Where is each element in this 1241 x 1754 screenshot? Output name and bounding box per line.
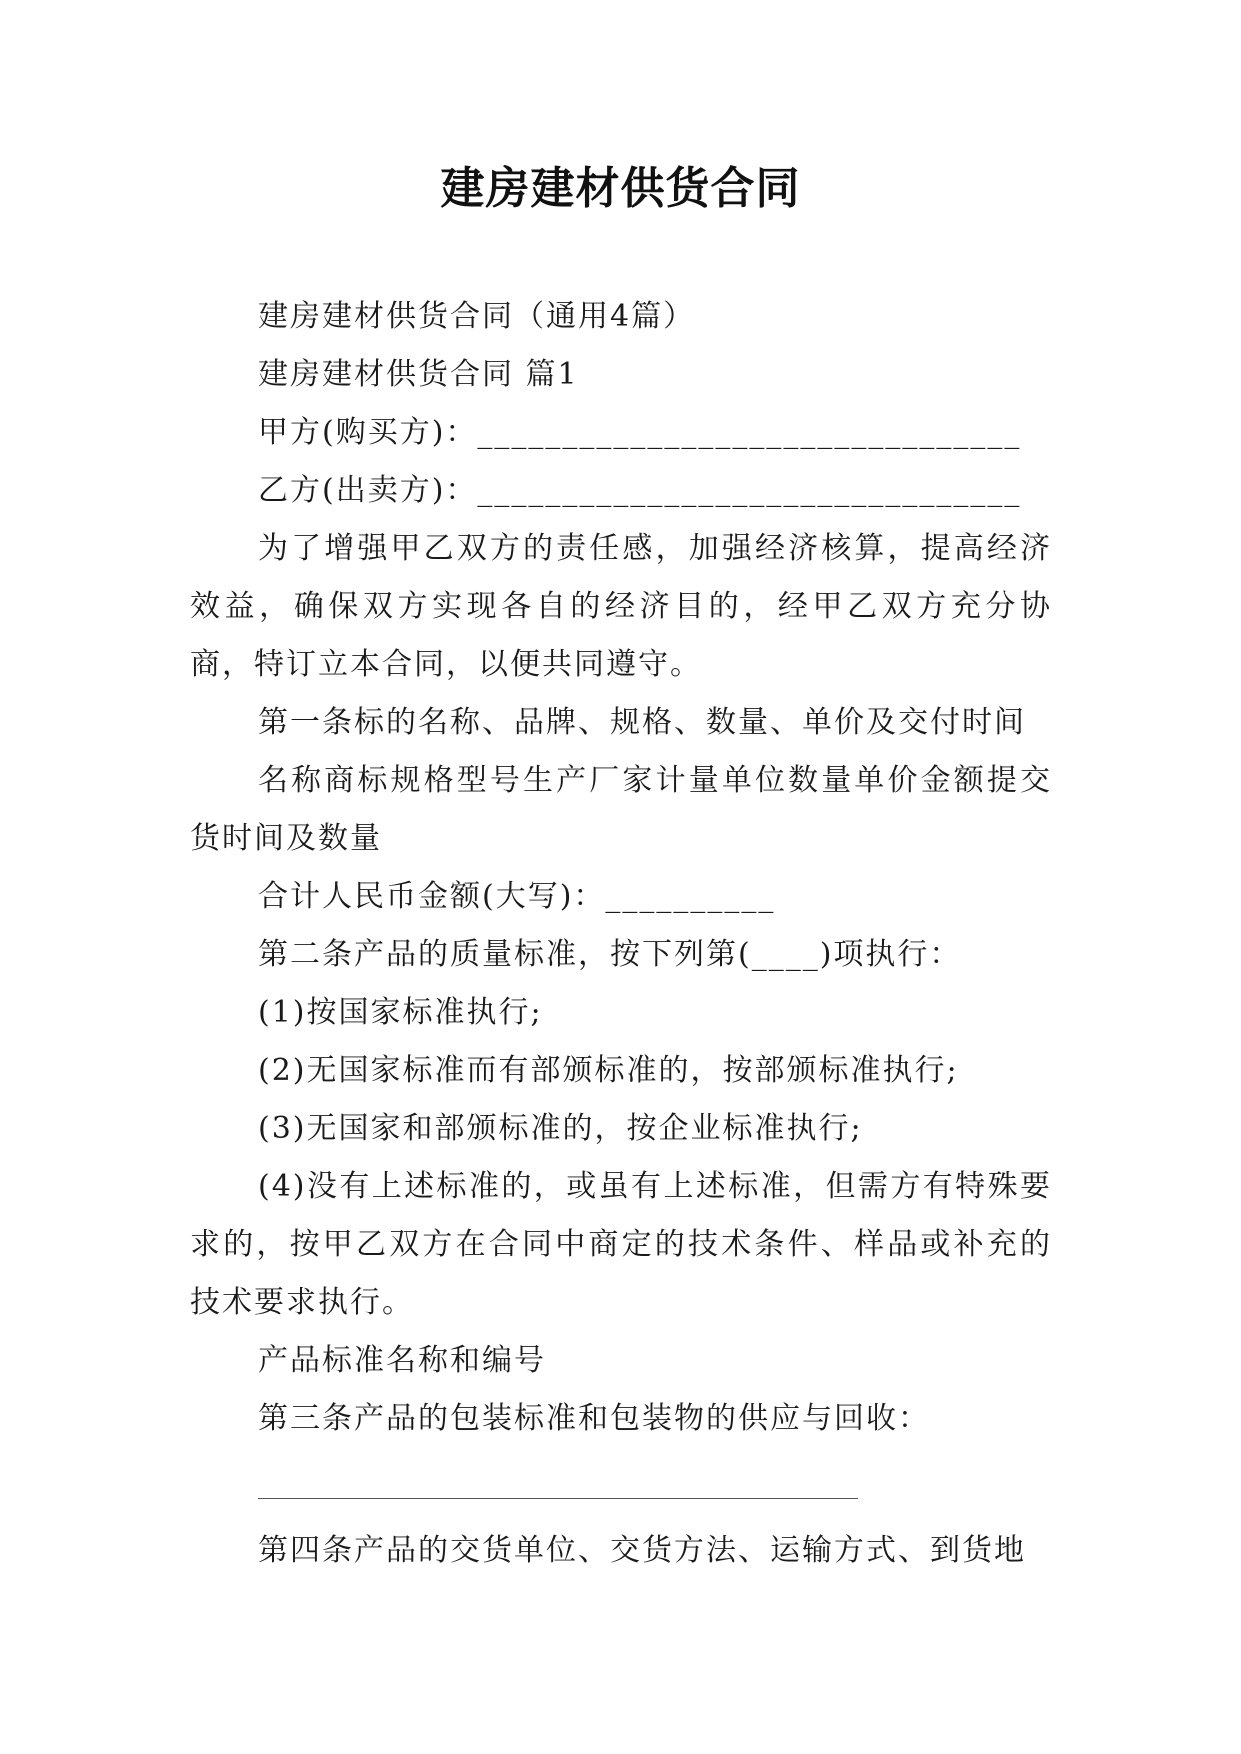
paragraph-article-1-columns: 名称商标规格型号生产厂家计量单位数量单价金额提交货时间及数量 — [190, 763, 1052, 856]
paragraph-item-4: (4)没有上述标准的，或虽有上述标准，但需方有特殊要求的，按甲乙双方在合同中商定的技术条件、样品或补充的技术要求执行。 — [190, 1169, 1052, 1320]
paragraph-article-1: 第一条标的名称、品牌、规格、数量、单价及交付时间 — [258, 705, 1026, 740]
document-title: 建房建材供货合同 — [440, 163, 801, 214]
paragraph-item-3: (3)无国家和部颁标准的，按企业标准执行; — [258, 1111, 863, 1146]
paragraph-section-heading: 建房建材供货合同 篇1 — [258, 357, 579, 392]
fill-in-line — [190, 1448, 1052, 1522]
paragraph-total-amount: 合计人民币金额(大写)：__________ — [258, 879, 776, 914]
paragraph-standard-name: 产品标准名称和编号 — [258, 1343, 546, 1378]
underline-rule — [258, 1498, 858, 1499]
paragraph-article-2: 第二条产品的质量标准，按下列第(____)项执行： — [258, 937, 962, 972]
paragraph-item-1: (1)按国家标准执行; — [258, 995, 543, 1030]
paragraph-item-2: (2)无国家标准而有部颁标准的，按部颁标准执行; — [258, 1053, 959, 1088]
paragraph-article-4: 第四条产品的交货单位、交货方法、运输方式、到货地 — [258, 1533, 1026, 1568]
document-body — [190, 288, 1052, 1580]
paragraph-party-b: 乙方(出卖方)：________________________________ — [258, 473, 1022, 508]
paragraph-article-3: 第三条产品的包装标准和包装物的供应与回收： — [258, 1401, 930, 1436]
paragraph-party-a: 甲方(购买方)：________________________________ — [258, 415, 1022, 450]
paragraph-subtitle: 建房建材供货合同（通用4篇） — [258, 299, 696, 334]
paragraph-preamble: 为了增强甲乙双方的责任感，加强经济核算，提高经济效益，确保双方实现各自的经济目的，经甲乙双方充分协商，特订立本合同，以便共同遵守。 — [190, 531, 1052, 682]
